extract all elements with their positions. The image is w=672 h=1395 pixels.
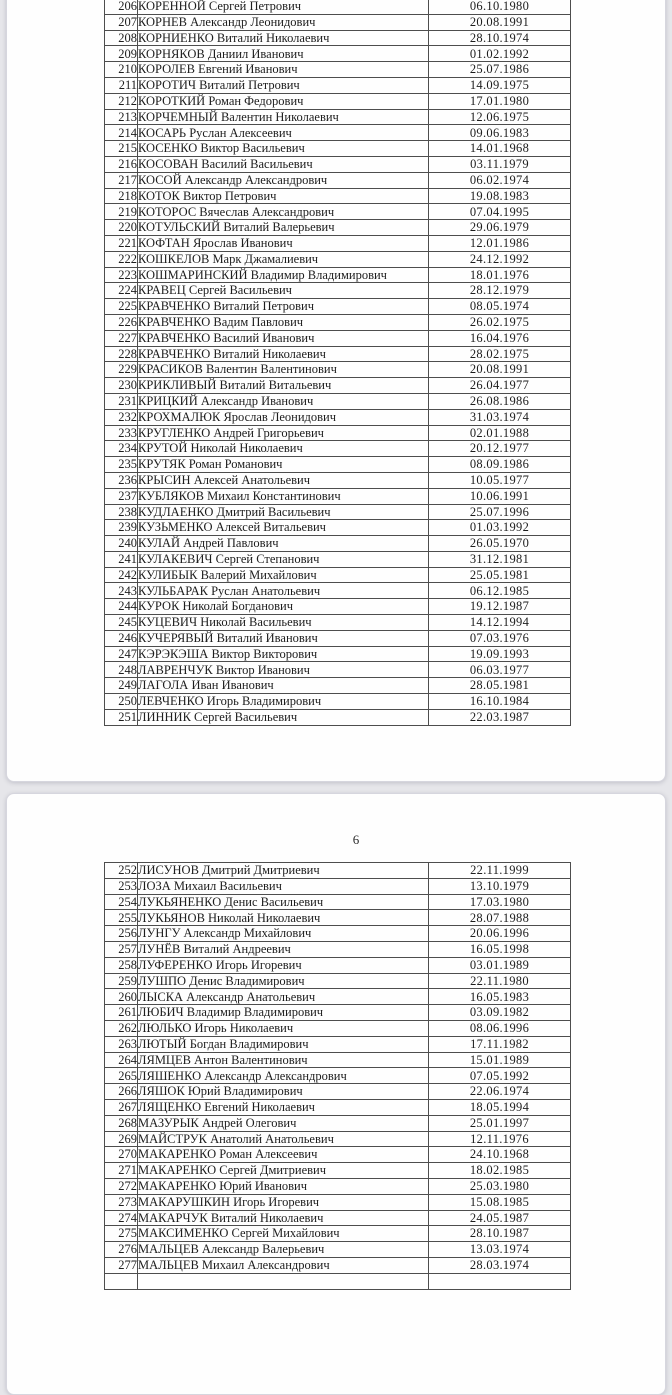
row-number-cell: 270 — [105, 1147, 138, 1163]
birth-date-cell: 08.05.1974 — [429, 299, 571, 315]
person-name-cell: КУЛАЙ Андрей Павлович — [138, 536, 429, 552]
row-number-cell: 207 — [105, 14, 138, 30]
row-number-cell: 244 — [105, 599, 138, 615]
person-name-cell: КОШКЕЛОВ Марк Джамалиевич — [138, 251, 429, 267]
person-name-cell: ЛЯМЦЕВ Антон Валентинович — [138, 1052, 429, 1068]
table-row — [105, 1068, 571, 1084]
row-number-cell: 255 — [105, 910, 138, 926]
person-name-cell: МАКАРУШКИН Игорь Игоревич — [138, 1194, 429, 1210]
row-number-cell: 258 — [105, 957, 138, 973]
birth-date-cell: 22.11.1999 — [429, 863, 571, 879]
row-number-cell: 265 — [105, 1068, 138, 1084]
birth-date-cell: 02.01.1988 — [429, 425, 571, 441]
birth-date-cell: 01.02.1992 — [429, 46, 571, 62]
birth-date-cell: 13.03.1974 — [429, 1242, 571, 1258]
person-name-cell: ЛАГОЛА Иван Иванович — [138, 678, 429, 694]
birth-date-cell: 28.03.1974 — [429, 1257, 571, 1273]
row-number-cell: 242 — [105, 567, 138, 583]
row-number-cell: 220 — [105, 220, 138, 236]
row-number-cell: 269 — [105, 1131, 138, 1147]
person-name-cell: ЛЕВЧЕНКО Игорь Владимирович — [138, 694, 429, 710]
table-row — [105, 488, 571, 504]
row-number-cell: 263 — [105, 1036, 138, 1052]
person-name-cell: КОТОК Виктор Петрович — [138, 188, 429, 204]
row-number-cell: 276 — [105, 1242, 138, 1258]
birth-date-cell: 22.11.1980 — [429, 973, 571, 989]
table-row — [105, 472, 571, 488]
row-number-cell: 217 — [105, 172, 138, 188]
table-row — [105, 1178, 571, 1194]
person-name-cell: ЛЯШЕНКО Александр Александрович — [138, 1068, 429, 1084]
table-row — [105, 441, 571, 457]
birth-date-cell: 03.01.1989 — [429, 957, 571, 973]
row-number-cell: 228 — [105, 346, 138, 362]
table-row-partial — [105, 1273, 571, 1289]
person-name-cell: МАКАРЕНКО Сергей Дмитриевич — [138, 1163, 429, 1179]
row-number-cell: 272 — [105, 1178, 138, 1194]
person-name-cell: ЛЯШОК Юрий Владимирович — [138, 1084, 429, 1100]
person-name-cell: КОРНЕВ Александр Леонидович — [138, 14, 429, 30]
table-row — [105, 599, 571, 615]
table-row — [105, 220, 571, 236]
person-name-cell: КОСАРЬ Руслан Алексеевич — [138, 125, 429, 141]
table-row — [105, 1115, 571, 1131]
person-name-cell: КОРОЛЕВ Евгений Иванович — [138, 62, 429, 78]
person-name-cell: КРАВЧЕНКО Виталий Николаевич — [138, 346, 429, 362]
row-number-cell: 221 — [105, 235, 138, 251]
person-name-cell: КОРНИЕНКО Виталий Николаевич — [138, 30, 429, 46]
person-name-cell: КУЗЬМЕНКО Алексей Витальевич — [138, 520, 429, 536]
birth-date-cell: 20.08.1991 — [429, 14, 571, 30]
birth-date-cell: 16.10.1984 — [429, 694, 571, 710]
roster-table-lower-wrap — [104, 862, 570, 1290]
birth-date-cell: 28.07.1988 — [429, 910, 571, 926]
row-number-cell: 277 — [105, 1257, 138, 1273]
person-name-cell: МАКАРЧУК Виталий Николаевич — [138, 1210, 429, 1226]
birth-date-cell: 10.05.1977 — [429, 472, 571, 488]
person-name-cell: КОСОЙ Александр Александрович — [138, 172, 429, 188]
birth-date-cell: 17.01.1980 — [429, 93, 571, 109]
person-name-cell: КЭРЭКЭША Виктор Викторович — [138, 646, 429, 662]
person-name-cell: ЛЮЛЬКО Игорь Николаевич — [138, 1020, 429, 1036]
birth-date-cell: 12.06.1975 — [429, 109, 571, 125]
table-row — [105, 709, 571, 725]
table-row — [105, 894, 571, 910]
roster-table-upper-wrap — [104, 0, 570, 726]
row-number-cell: 241 — [105, 551, 138, 567]
person-name-cell: КОШМАРИНСКИЙ Владимир Владимирович — [138, 267, 429, 283]
row-number-cell: 246 — [105, 630, 138, 646]
person-name-cell — [138, 1273, 429, 1289]
table-row — [105, 662, 571, 678]
table-row — [105, 235, 571, 251]
table-row — [105, 393, 571, 409]
roster-table-lower — [104, 862, 571, 1290]
person-name-cell: ЛИСУНОВ Дмитрий Дмитриевич — [138, 863, 429, 879]
row-number-cell: 247 — [105, 646, 138, 662]
birth-date-cell: 26.02.1975 — [429, 314, 571, 330]
table-row — [105, 283, 571, 299]
birth-date-cell: 24.10.1968 — [429, 1147, 571, 1163]
birth-date-cell: 06.02.1974 — [429, 172, 571, 188]
person-name-cell: КУЛАКЕВИЧ Сергей Степанович — [138, 551, 429, 567]
table-row — [105, 251, 571, 267]
row-number-cell: 213 — [105, 109, 138, 125]
birth-date-cell: 19.09.1993 — [429, 646, 571, 662]
person-name-cell: КУЧЕРЯВЫЙ Виталий Иванович — [138, 630, 429, 646]
person-name-cell: КОТУЛЬСКИЙ Виталий Валерьевич — [138, 220, 429, 236]
person-name-cell: ЛУНЁВ Виталий Андреевич — [138, 941, 429, 957]
person-name-cell: КОСОВАН Василий Васильевич — [138, 156, 429, 172]
birth-date-cell: 12.11.1976 — [429, 1131, 571, 1147]
person-name-cell: КОСЕНКО Виктор Васильевич — [138, 141, 429, 157]
birth-date-cell: 19.12.1987 — [429, 599, 571, 615]
row-number-cell: 252 — [105, 863, 138, 879]
birth-date-cell: 03.09.1982 — [429, 1005, 571, 1021]
table-row — [105, 457, 571, 473]
person-name-cell: ЛАВРЕНЧУК Виктор Иванович — [138, 662, 429, 678]
table-row — [105, 504, 571, 520]
table-row — [105, 1163, 571, 1179]
person-name-cell: КРУТЯК Роман Романович — [138, 457, 429, 473]
person-name-cell: ЛЫСКА Александр Анатольевич — [138, 989, 429, 1005]
person-name-cell: КРУГЛЕНКО Андрей Григорьевич — [138, 425, 429, 441]
birth-date-cell: 09.06.1983 — [429, 125, 571, 141]
birth-date-cell: 06.10.1980 — [429, 0, 571, 14]
table-row — [105, 346, 571, 362]
person-name-cell: ЛУКЬЯНОВ Николай Николаевич — [138, 910, 429, 926]
birth-date-cell: 06.03.1977 — [429, 662, 571, 678]
person-name-cell: ЛУФЕРЕНКО Игорь Игоревич — [138, 957, 429, 973]
table-row — [105, 910, 571, 926]
table-row — [105, 678, 571, 694]
table-row — [105, 941, 571, 957]
row-number-cell: 264 — [105, 1052, 138, 1068]
person-name-cell: КОРНЯКОВ Даниил Иванович — [138, 46, 429, 62]
row-number-cell: 231 — [105, 393, 138, 409]
birth-date-cell: 28.05.1981 — [429, 678, 571, 694]
row-number-cell: 237 — [105, 488, 138, 504]
table-row — [105, 989, 571, 1005]
row-number-cell: 223 — [105, 267, 138, 283]
row-number-cell: 240 — [105, 536, 138, 552]
birth-date-cell: 18.01.1976 — [429, 267, 571, 283]
table-row — [105, 409, 571, 425]
birth-date-cell: 20.12.1977 — [429, 441, 571, 457]
table-row — [105, 1036, 571, 1052]
person-name-cell: МАЛЬЦЕВ Александр Валерьевич — [138, 1242, 429, 1258]
person-name-cell: КРЫСИН Алексей Анатольевич — [138, 472, 429, 488]
birth-date-cell: 19.08.1983 — [429, 188, 571, 204]
row-number-cell: 257 — [105, 941, 138, 957]
person-name-cell: КУРОК Николай Богданович — [138, 599, 429, 615]
birth-date-cell: 24.05.1987 — [429, 1210, 571, 1226]
row-number-cell: 256 — [105, 926, 138, 942]
birth-date-cell: 28.10.1974 — [429, 30, 571, 46]
row-number-cell: 271 — [105, 1163, 138, 1179]
birth-date-cell: 31.03.1974 — [429, 409, 571, 425]
person-name-cell: КОТОРОС Вячеслав Александрович — [138, 204, 429, 220]
person-name-cell: КОРОТИЧ Виталий Петрович — [138, 77, 429, 93]
birth-date-cell: 22.06.1974 — [429, 1084, 571, 1100]
row-number-cell: 211 — [105, 77, 138, 93]
person-name-cell: КРУТОЙ Николай Николаевич — [138, 441, 429, 457]
person-name-cell: ЛЮТЫЙ Богдан Владимирович — [138, 1036, 429, 1052]
table-row — [105, 93, 571, 109]
birth-date-cell: 03.11.1979 — [429, 156, 571, 172]
person-name-cell: КРАСИКОВ Валентин Валентинович — [138, 362, 429, 378]
table-row — [105, 77, 571, 93]
row-number-cell: 267 — [105, 1099, 138, 1115]
person-name-cell: КУДЛАЕНКО Дмитрий Васильевич — [138, 504, 429, 520]
roster-table-upper — [104, 0, 571, 726]
table-row — [105, 567, 571, 583]
table-row — [105, 14, 571, 30]
row-number-cell: 273 — [105, 1194, 138, 1210]
birth-date-cell: 18.05.1994 — [429, 1099, 571, 1115]
person-name-cell: КРОХМАЛЮК Ярослав Леонидович — [138, 409, 429, 425]
row-number-cell: 234 — [105, 441, 138, 457]
row-number-cell: 224 — [105, 283, 138, 299]
table-row — [105, 30, 571, 46]
birth-date-cell: 28.02.1975 — [429, 346, 571, 362]
row-number-cell: 229 — [105, 362, 138, 378]
birth-date-cell: 14.12.1994 — [429, 615, 571, 631]
birth-date-cell: 26.08.1986 — [429, 393, 571, 409]
birth-date-cell: 16.05.1983 — [429, 989, 571, 1005]
page-number: 6 — [352, 832, 360, 847]
birth-date-cell: 16.04.1976 — [429, 330, 571, 346]
table-row — [105, 1005, 571, 1021]
person-name-cell: МАЛЬЦЕВ Михаил Александрович — [138, 1257, 429, 1273]
table-row — [105, 378, 571, 394]
table-row — [105, 314, 571, 330]
birth-date-cell — [429, 1273, 571, 1289]
table-row — [105, 646, 571, 662]
person-name-cell: КОРЕННОЙ Сергей Петрович — [138, 0, 429, 14]
table-row — [105, 188, 571, 204]
table-row — [105, 536, 571, 552]
table-row — [105, 1257, 571, 1273]
person-name-cell: МАЙСТРУК Анатолий Анатольевич — [138, 1131, 429, 1147]
row-number-cell: 260 — [105, 989, 138, 1005]
table-row — [105, 141, 571, 157]
table-row — [105, 878, 571, 894]
birth-date-cell: 18.02.1985 — [429, 1163, 571, 1179]
birth-date-cell: 06.12.1985 — [429, 583, 571, 599]
birth-date-cell: 08.09.1986 — [429, 457, 571, 473]
row-number-cell: 208 — [105, 30, 138, 46]
row-number-cell: 236 — [105, 472, 138, 488]
birth-date-cell: 10.06.1991 — [429, 488, 571, 504]
person-name-cell: ЛЮБИЧ Владимир Владимирович — [138, 1005, 429, 1021]
table-row — [105, 973, 571, 989]
row-number-cell: 274 — [105, 1210, 138, 1226]
birth-date-cell: 25.03.1980 — [429, 1178, 571, 1194]
person-name-cell: КОРЧЕМНЫЙ Валентин Николаевич — [138, 109, 429, 125]
birth-date-cell: 22.03.1987 — [429, 709, 571, 725]
person-name-cell: ЛИННИК Сергей Васильевич — [138, 709, 429, 725]
row-number-cell: 216 — [105, 156, 138, 172]
table-row — [105, 1020, 571, 1036]
row-number-cell: 259 — [105, 973, 138, 989]
person-name-cell: КРАВЕЦ Сергей Васильевич — [138, 283, 429, 299]
table-row — [105, 957, 571, 973]
person-name-cell: МАКАРЕНКО Роман Алексеевич — [138, 1147, 429, 1163]
row-number-cell: 268 — [105, 1115, 138, 1131]
row-number-cell — [105, 1273, 138, 1289]
row-number-cell: 239 — [105, 520, 138, 536]
person-name-cell: КРИКЛИВЫЙ Виталий Витальевич — [138, 378, 429, 394]
row-number-cell: 233 — [105, 425, 138, 441]
person-name-cell: КОФТАН Ярослав Иванович — [138, 235, 429, 251]
person-name-cell: ЛОЗА Михаил Васильевич — [138, 878, 429, 894]
table-row — [105, 1084, 571, 1100]
table-row — [105, 1052, 571, 1068]
row-number-cell: 210 — [105, 62, 138, 78]
person-name-cell: КРАВЧЕНКО Виталий Петрович — [138, 299, 429, 315]
row-number-cell: 245 — [105, 615, 138, 631]
row-number-cell: 254 — [105, 894, 138, 910]
table-row — [105, 1131, 571, 1147]
birth-date-cell: 07.03.1976 — [429, 630, 571, 646]
row-number-cell: 212 — [105, 93, 138, 109]
birth-date-cell: 31.12.1981 — [429, 551, 571, 567]
person-name-cell: КРАВЧЕНКО Вадим Павлович — [138, 314, 429, 330]
birth-date-cell: 14.09.1975 — [429, 77, 571, 93]
table-row — [105, 330, 571, 346]
row-number-cell: 225 — [105, 299, 138, 315]
row-number-cell: 227 — [105, 330, 138, 346]
birth-date-cell: 29.06.1979 — [429, 220, 571, 236]
table-row — [105, 0, 571, 14]
table-row — [105, 694, 571, 710]
birth-date-cell: 01.03.1992 — [429, 520, 571, 536]
table-row — [105, 1242, 571, 1258]
table-row — [105, 204, 571, 220]
table-row — [105, 362, 571, 378]
row-number-cell: 253 — [105, 878, 138, 894]
birth-date-cell: 25.07.1996 — [429, 504, 571, 520]
person-name-cell: КУБЛЯКОВ Михаил Константинович — [138, 488, 429, 504]
birth-date-cell: 25.01.1997 — [429, 1115, 571, 1131]
birth-date-cell: 26.05.1970 — [429, 536, 571, 552]
table-row — [105, 1194, 571, 1210]
birth-date-cell: 08.06.1996 — [429, 1020, 571, 1036]
row-number-cell: 206 — [105, 0, 138, 14]
birth-date-cell: 15.08.1985 — [429, 1194, 571, 1210]
birth-date-cell: 17.11.1982 — [429, 1036, 571, 1052]
person-name-cell: КУЛЬБАРАК Руслан Анатольевич — [138, 583, 429, 599]
row-number-cell: 249 — [105, 678, 138, 694]
table-row — [105, 615, 571, 631]
row-number-cell: 261 — [105, 1005, 138, 1021]
table-row — [105, 926, 571, 942]
table-row — [105, 630, 571, 646]
row-number-cell: 238 — [105, 504, 138, 520]
birth-date-cell: 15.01.1989 — [429, 1052, 571, 1068]
row-number-cell: 209 — [105, 46, 138, 62]
birth-date-cell: 20.08.1991 — [429, 362, 571, 378]
row-number-cell: 262 — [105, 1020, 138, 1036]
table-row — [105, 267, 571, 283]
table-row — [105, 425, 571, 441]
person-name-cell: КУЛИБЫК Валерий Михайлович — [138, 567, 429, 583]
person-name-cell: МАЗУРЫК Андрей Олегович — [138, 1115, 429, 1131]
row-number-cell: 248 — [105, 662, 138, 678]
row-number-cell: 215 — [105, 141, 138, 157]
birth-date-cell: 14.01.1968 — [429, 141, 571, 157]
person-name-cell: КРАВЧЕНКО Василий Иванович — [138, 330, 429, 346]
row-number-cell: 235 — [105, 457, 138, 473]
birth-date-cell: 26.04.1977 — [429, 378, 571, 394]
birth-date-cell: 17.03.1980 — [429, 894, 571, 910]
table-row — [105, 46, 571, 62]
person-name-cell: КРИЦКИЙ Александр Иванович — [138, 393, 429, 409]
table-row — [105, 62, 571, 78]
birth-date-cell: 20.06.1996 — [429, 926, 571, 942]
table-row — [105, 1226, 571, 1242]
row-number-cell: 226 — [105, 314, 138, 330]
person-name-cell: ЛУШПО Денис Владимирович — [138, 973, 429, 989]
row-number-cell: 266 — [105, 1084, 138, 1100]
birth-date-cell: 24.12.1992 — [429, 251, 571, 267]
table-row — [105, 1210, 571, 1226]
person-name-cell: КУЦЕВИЧ Николай Васильевич — [138, 615, 429, 631]
table-row — [105, 863, 571, 879]
row-number-cell: 251 — [105, 709, 138, 725]
person-name-cell: МАКСИМЕНКО Сергей Михайлович — [138, 1226, 429, 1242]
person-name-cell: МАКАРЕНКО Юрий Иванович — [138, 1178, 429, 1194]
birth-date-cell: 25.07.1986 — [429, 62, 571, 78]
row-number-cell: 214 — [105, 125, 138, 141]
table-row — [105, 551, 571, 567]
table-row — [105, 172, 571, 188]
table-row — [105, 109, 571, 125]
row-number-cell: 230 — [105, 378, 138, 394]
birth-date-cell: 07.04.1995 — [429, 204, 571, 220]
person-name-cell: ЛЯЩЕНКО Евгений Николаевич — [138, 1099, 429, 1115]
row-number-cell: 275 — [105, 1226, 138, 1242]
birth-date-cell: 12.01.1986 — [429, 235, 571, 251]
birth-date-cell: 13.10.1979 — [429, 878, 571, 894]
table-row — [105, 156, 571, 172]
table-row — [105, 299, 571, 315]
person-name-cell: КОРОТКИЙ Роман Федорович — [138, 93, 429, 109]
birth-date-cell: 28.10.1987 — [429, 1226, 571, 1242]
table-row — [105, 125, 571, 141]
birth-date-cell: 16.05.1998 — [429, 941, 571, 957]
row-number-cell: 232 — [105, 409, 138, 425]
row-number-cell: 243 — [105, 583, 138, 599]
birth-date-cell: 07.05.1992 — [429, 1068, 571, 1084]
person-name-cell: ЛУКЬЯНЕНКО Денис Васильевич — [138, 894, 429, 910]
row-number-cell: 218 — [105, 188, 138, 204]
person-name-cell: ЛУНГУ Александр Михайлович — [138, 926, 429, 942]
table-row — [105, 583, 571, 599]
row-number-cell: 222 — [105, 251, 138, 267]
table-row — [105, 1099, 571, 1115]
birth-date-cell: 28.12.1979 — [429, 283, 571, 299]
table-row — [105, 520, 571, 536]
birth-date-cell: 25.05.1981 — [429, 567, 571, 583]
row-number-cell: 250 — [105, 694, 138, 710]
table-row — [105, 1147, 571, 1163]
row-number-cell: 219 — [105, 204, 138, 220]
